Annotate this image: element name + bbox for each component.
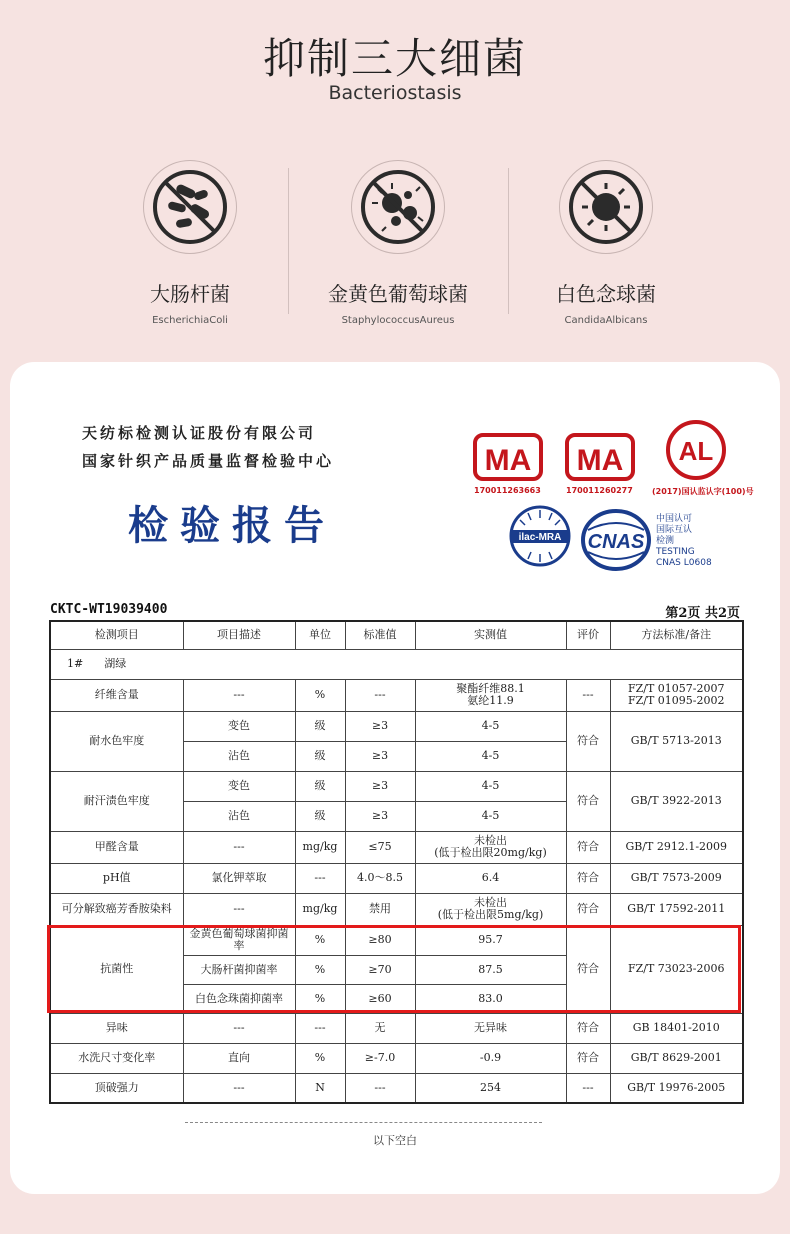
table-row: 抗菌性 金黄色葡萄球菌抑菌率 % ≥80 95.7 符合 FZ/T 73023-2006 xyxy=(50,925,743,955)
institute-center: 国家针织产品质量监督检验中心 xyxy=(82,452,335,470)
divider xyxy=(185,1122,542,1123)
table-row: 甲醛含量 --- mg/kg ≤75 未检出 (低于检出限20mg/kg) 符合 GB/T 2912.1-2009 xyxy=(50,831,743,863)
report-table xyxy=(49,620,744,1104)
hero-title: 抑制三大细菌 xyxy=(262,34,527,83)
cma-seal-icon xyxy=(472,432,544,486)
report-page: 第2页 共2页 xyxy=(665,606,740,621)
bacteria-name-en: StaphylococcusAureus xyxy=(341,315,455,326)
bacteria-name-en: CandidaAlbicans xyxy=(564,315,648,326)
svg-text:ilac-MRA: ilac-MRA xyxy=(518,532,562,543)
table-header: 评价 xyxy=(566,621,610,649)
cnas-icon xyxy=(580,508,652,576)
footer-note: 以下空白 xyxy=(373,1134,417,1147)
institute-name: 天纺标检测认证股份有限公司 xyxy=(82,424,317,442)
spiky-virus-prohibited-icon xyxy=(559,160,653,254)
table-header: 检测项目 xyxy=(50,621,183,649)
table-row: 耐汗渍色牢度 变色 级 ≥3 4-5 符合 GB/T 3922-2013 xyxy=(50,771,743,801)
ilac-mra-icon xyxy=(508,504,572,572)
table-header: 实测值 xyxy=(415,621,566,649)
bacteria-item-ecoli xyxy=(70,160,310,326)
sample-name: 湖绿 xyxy=(104,657,127,670)
table-row: 白色念珠菌抑菌率 % ≥60 83.0 xyxy=(50,984,743,1013)
sample-id: 1# xyxy=(67,657,84,670)
svg-text:AL: AL xyxy=(678,436,714,466)
report-number: CKTC-WT19039400 xyxy=(50,602,168,617)
cma-number: 170011260277 xyxy=(566,486,633,495)
svg-text:MA: MA xyxy=(576,444,624,477)
bacteria-name-cn: 大肠杆菌 xyxy=(150,282,230,306)
bacteria-name-en: EscherichiaColi xyxy=(152,315,228,326)
bacteria-name-cn: 白色念球菌 xyxy=(556,282,656,306)
table-row: 顶破强力 --- N --- 254 --- GB/T 19976-2005 xyxy=(50,1073,743,1103)
table-row: 异味 --- --- 无 无异味 符合 GB 18401-2010 xyxy=(50,1013,743,1043)
rod-bacteria-prohibited-icon xyxy=(143,160,237,254)
table-row: 沾色 级 ≥3 4-5 xyxy=(50,801,743,831)
sample-row xyxy=(50,649,743,679)
table-row: 沾色 级 ≥3 4-5 xyxy=(50,741,743,771)
svg-text:CNAS: CNAS xyxy=(587,531,645,553)
table-row: 耐水色牢度 变色 级 ≥3 4-5 符合 GB/T 5713-2013 xyxy=(50,711,743,741)
table-header: 方法标准/备注 xyxy=(610,621,743,649)
table-row: pH值 氯化钾萃取 --- 4.0～8.5 6.4 符合 GB/T 7573-2009 xyxy=(50,863,743,893)
cnas-description: 中国认可 国际互认 检测 TESTING CNAS L0608 xyxy=(656,514,712,568)
hero-subtitle: Bacteriostasis xyxy=(328,82,462,104)
table-row: 纤维含量 --- % --- 聚酯纤维88.1 氨纶11.9 --- FZ/T 01057-2007 FZ/T 01095-2002 xyxy=(50,679,743,711)
table-header: 单位 xyxy=(295,621,345,649)
table-row: 大肠杆菌抑菌率 % ≥70 87.5 xyxy=(50,955,743,984)
report-title: 检验报告 xyxy=(128,502,336,549)
bacteria-name-cn: 金黄色葡萄球菌 xyxy=(328,282,468,306)
cma-seal-icon xyxy=(564,432,636,486)
cma-number: 170011263663 xyxy=(474,486,541,495)
table-header: 项目描述 xyxy=(183,621,295,649)
virus-cluster-prohibited-icon xyxy=(351,160,445,254)
table-row: 水洗尺寸变化率 直向 % ≥-7.0 -0.9 符合 GB/T 8629-2001 xyxy=(50,1043,743,1073)
table-header-row xyxy=(50,621,743,649)
table-row: 可分解致癌芳香胺染料 --- mg/kg 禁用 未检出 (低于检出限5mg/kg) 符合 GB/T 17592-2011 xyxy=(50,893,743,925)
bacteria-item-candida xyxy=(486,160,726,326)
cal-seal-icon xyxy=(664,418,728,486)
cal-number: (2017)国认监认字(100)号 xyxy=(652,487,754,496)
table-header: 标准值 xyxy=(345,621,415,649)
svg-text:MA: MA xyxy=(484,444,532,477)
bacteria-item-staph xyxy=(278,160,518,326)
